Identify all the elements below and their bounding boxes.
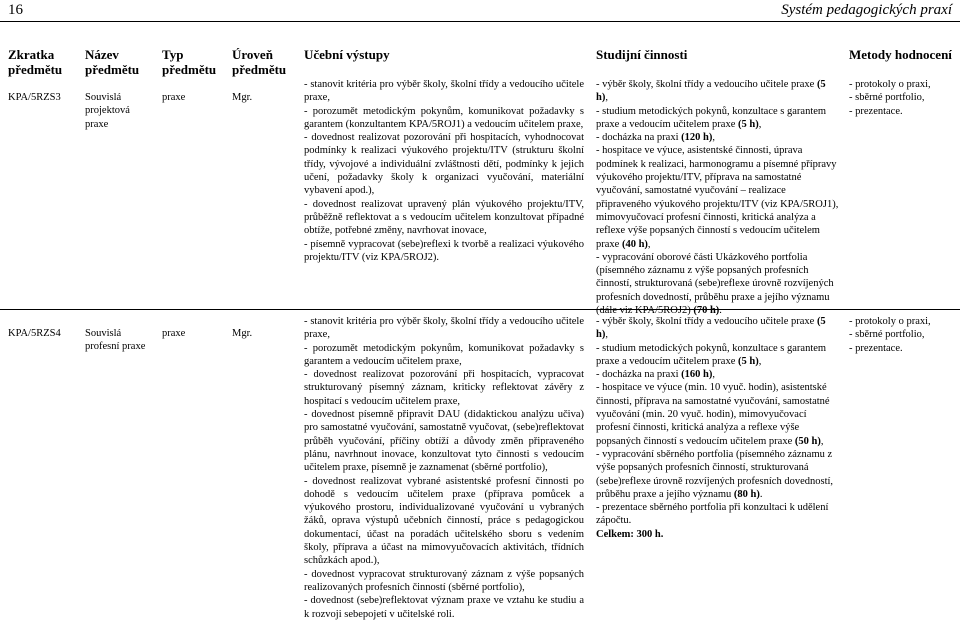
activity-item: - docházka na praxi (120 h), [596, 132, 715, 144]
outcome-item: - písemně vypracovat (sebe)reflexi k tvorbě a realizaci výukového projektu/ITV (viz KPA/5ROJ2). [304, 238, 584, 263]
method-item: - protokoly o praxi, [849, 79, 931, 90]
method-item: - sběrné portfolio, [849, 92, 925, 104]
outcome-item: - dovednost písemně připravit DAU (didaktickou analýzu učiva) pro samostatné vyučování, samostatně vyučovat, (sebe)reflektovat průběh vyučování, příčiny obtíží a důvody změn připraveného plánu, navrhnout inovace, konzultovat tyto činnosti s vedoucím učitelem praxe, písemně je zaznamenat (sběrné portfolio), [304, 409, 584, 474]
row1-methods [849, 78, 959, 118]
row1-activities [596, 78, 840, 317]
activity-item: - studium metodických pokynů, konzultace s garantem praxe a vedoucím učitelem praxe (5 h), [596, 105, 827, 130]
outcome-item: - dovednost realizovat pozorování při hospitacích, vypracovat strukturovaný písemný záznam, kriticky reflektovat závěry z hospitací s vedoucím učitelem praxe, [304, 369, 584, 407]
row1-type: praxe [162, 92, 186, 103]
outcome-item: - stanovit kritéria pro výběr školy, školní třídy a vedoucího učitele praxe, [304, 316, 584, 341]
header-rule [0, 21, 960, 22]
row2-name: Souvislá profesní praxe [85, 328, 146, 353]
method-item: - prezentace. [849, 342, 903, 354]
activity-item: - vypracování sběrného portfolia (písemného záznamu z výše popsaných profesních činností, strukturovaná (sebe)reflexe úrovně rozvíjených profesních dovedností, průběhu praxe a jejího významu (80 h). [596, 448, 834, 500]
activity-total: Celkem: 300 h. [596, 528, 664, 540]
outcome-item: - dovednost realizovat upravený plán výukového projektu/ITV, průběžně reflektovat a s vedoucím učitelem konzultovat případné obtíže, potřebné změny, navrhovat inovace, [304, 198, 584, 237]
header-methods: Metody hodnocení [849, 47, 952, 62]
row1-name: Souvislá projektová praxe [85, 92, 130, 130]
activity-item: - prezentace sběrného portfolia při konzultaci k udělení zápočtu. [596, 502, 829, 527]
row1-outcomes [304, 78, 584, 264]
activity-item: - hospitace ve výuce, asistentské činnosti, úprava podmínek k realizaci, harmonogramu a písemné přípravy výukového projektu/ITV, příprava na samostatné vyučování, samostatné vyučování – realizace připraveného výukového projektu/ITV (viz KPA/5ROJ1), mimovyučovací profesní činnosti, kritická analýza a reflexe výše popsaných činností s vedoucím učitelem praxe (40 h), [596, 145, 839, 250]
outcome-item: - dovednost realizovat vybrané asistentské profesní činnosti po dohodě s vedoucím učitelem praxe (příprava pomůcek a výukového prostoru, individualizované vyučování u vybraných žáků, oprava výstupů učebních činností, práce s pedagogickou dokumentací, účast na poradách učitelského sboru s vedením školy, příprava a účast na mimovyučovacích aktivitách, třídních schůzkách apod.), [304, 475, 584, 567]
header-level: Úroveň předmětu [232, 47, 287, 77]
activity-item: - studium metodických pokynů, konzultace s garantem praxe a vedoucím učitelem praxe (5 h), [596, 342, 827, 367]
row2-methods [849, 315, 959, 355]
method-item: - protokoly o praxi, [849, 316, 931, 327]
outcome-item: - dovednost vypracovat strukturovaný záznam z výše popsaných realizovaných profesních činností (sběrné portfolio), [304, 568, 584, 593]
header-name: Název předmětu [85, 47, 140, 77]
row2-code: KPA/5RZS4 [8, 328, 61, 339]
outcome-item: - dovednost (sebe)reflektovat význam praxe ve vztahu ke studiu a k rozvoji sebepojetí v učitelské roli. [304, 595, 584, 620]
page-header [0, 0, 960, 22]
header-code: Zkratka předmětu [8, 47, 63, 77]
outcome-item: - dovednost realizovat pozorování při hospitacích, vyhodnocovat podmínky k realizaci výukového projektu/ITV (strukturu školní třídy, vývojové a individuální zvláštnosti dětí, podmínky k jejich učení, požadavky školy k organizaci vyučování, materiální vybavení apod.), [304, 132, 584, 197]
row-separator [0, 309, 960, 310]
activity-item: - hospitace ve výuce (min. 10 vyuč. hodin), asistentské činnosti, příprava na samostatné vyučování, samostatné vyučování (min. 20 vyuč. hodin), mimovyučovací profesní činnosti, kritická analýza a reflexe výše popsaných činností s vedoucím učitelem praxe (50 h), [596, 382, 830, 447]
method-item: - prezentace. [849, 105, 903, 117]
header-outcomes: Učební výstupy [304, 47, 390, 62]
activity-item: - výběr školy, školní třídy a vedoucího učitele praxe (5 h), [596, 79, 826, 104]
activity-item: - vypracování oborové části Ukázkového portfolia (písemného záznamu z výše popsaných profesních činností, strukturovaná (sebe)reflexe úrovně rozvíjených profesních dovedností, průběhu praxe a jejího významu (dále viz KPA/5ROJ2) (70 h). [596, 251, 834, 317]
outcome-item: - porozumět metodickým pokynům, komunikovat požadavky s garantem (konzultantem KPA/5ROJ1) a vedoucím učitelem praxe, [304, 105, 584, 130]
header-type: Typ předmětu [162, 47, 217, 77]
outcome-item: - porozumět metodickým pokynům, komunikovat požadavky s garantem a vedoucím učitelem praxe, [304, 342, 584, 367]
outcome-item: - stanovit kritéria pro výběr školy, školní třídy a vedoucího učitele praxe, [304, 79, 584, 104]
row2-type: praxe [162, 328, 186, 339]
page-number: 16 [8, 2, 23, 18]
row1-level: Mgr. [232, 92, 253, 103]
row2-level: Mgr. [232, 328, 253, 339]
header-activities: Studijní činnosti [596, 47, 688, 62]
method-item: - sběrné portfolio, [849, 329, 925, 341]
activity-item: - výběr školy, školní třídy a vedoucího učitele praxe (5 h), [596, 316, 826, 341]
activity-item: - docházka na praxi (160 h), [596, 369, 715, 381]
row1-code: KPA/5RZS3 [8, 92, 61, 103]
row2-outcomes [304, 315, 584, 621]
row2-activities [596, 315, 840, 541]
running-title: Systém pedagogických praxí [781, 2, 952, 18]
